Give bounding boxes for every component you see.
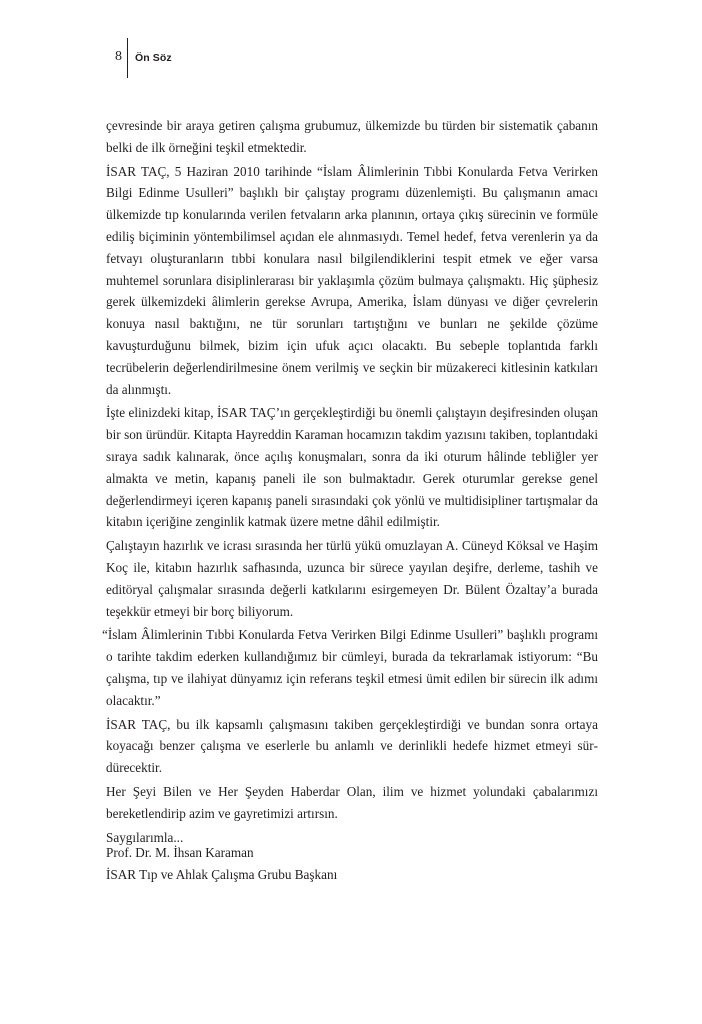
paragraph: İşte elinizdeki kitap, İSAR TAÇ’ın gerçekleştirdiği bu önemli çalıştayın deşifresinden oluşan bir son üründür. Kitapta Hayreddin Karaman hocamızın takdim yazısını takiben, toplantıdaki sıraya sadık kalınarak, önce açılış konuşmaları, sonra da iki oturum hâlinde tebliğler yer almakta ve metin, kapanış paneli ile son bulmaktadır. Gerek oturumlar gerekse genel değerlendirmeyi içeren kapanış paneli sırasındaki çok yönlü ve multidisipliner tartışmalar da kitabın içeriğine zenginlik katmak üzere metne dâhil edilmiştir. xyxy=(106,405,598,530)
signature-title: İSAR Tıp ve Ahlak Çalışma Grubu Başkanı xyxy=(106,866,338,882)
paragraph: İSAR TAÇ, 5 Haziran 2010 tarihinde “İslam Âlimlerinin Tıbbi Konularda Fetva Verirken Bilgi Edinme Usulleri” başlıklı bir çalıştay programı düzenlemişti. Bu çalışmanın amacı ülkemizde tıp konularında verilen fetvaların arka planının, ortaya çıkış sürecinin ve formüle ediliş biçiminin yöntembilimsel açıdan ele alınmasıydı. Temel hedef, fetva verenlerin ya da fetvayı oluşturanların tıbbi konulara nasıl bilgilendiklerini tespit etmek ve eğer varsa muhtemel sorunlara disiplinlerarası bir yaklaşımla çözüm bulmaya çalışmaktı. Hiç şüphesiz gerek ülkemizdeki âlimlerin gerekse Avrupa, Amerika, İslam dünyası ve diğer çevrelerin konuya nasıl baktığını, ne tür sorunları tartıştığını ve bunları ne şekilde çözüme kavuşturduğunu bilmek, bizim için ufuk açıcı olacaktı. Bu sebeple toplantıda farklı tecrübelerin değerlendirilmesine önem verilmiş ve seçkin bir müzakereci kitlesinin katkıları da alınmıştı. xyxy=(106,163,598,397)
paragraph: “İslam Âlimlerinin Tıbbi Konularda Fetva Verirken Bilgi Edinme Usulleri” başlıklı programı o tarihte takdim ederken kullandığımız bir cümleyi, burada da tekrarlamak istiyorum: “Bu çalışma, tıp ve ilahiyat dünyamız için referans teşkil etmesi ümit edilen bir sürecin ilk adımı olacaktır.” xyxy=(102,627,598,708)
paragraph: çevresinde bir araya getiren çalışma grubumuz, ülkemizde bu türden bir sistematik çabanın belki de ilk örneğini teşkil etmektedir. xyxy=(106,118,598,155)
closing-line: Saygılarımla... xyxy=(106,829,184,845)
page-header xyxy=(0,0,702,90)
paragraph: Her Şeyi Bilen ve Her Şeyden Haberdar Olan, ilim ve hizmet yolundaki çabalarımızı bereketlendirip azim ve gayretimizi artırsın. xyxy=(106,783,598,821)
paragraph: Çalıştayın hazırlık ve icrası sırasında her türlü yükü omuzlayan A. Cüneyd Köksal ve Haşim Koç ile, kitabın hazırlık safhasında, uzunca bir sürece yayılan deşifre, derleme, tashih ve editöryal çalışmalar sırasında değerli katkılarını esirgemeyen Dr. Bülent Özaltay’a burada teşekkür etmeyi bir borç biliyorum. xyxy=(106,538,598,619)
page-number: 8 xyxy=(115,49,122,64)
running-head: Ön Söz xyxy=(135,52,172,64)
signature-block xyxy=(106,842,506,886)
body-text xyxy=(102,115,598,850)
header-divider xyxy=(127,38,128,78)
signature-name: Prof. Dr. M. İhsan Karaman xyxy=(106,845,254,860)
paragraph: İSAR TAÇ, bu ilk kapsamlı çalışmasını takiben gerçekleştirdiği ve bundan sonra ortaya koyacağı benzer çalışma ve eserlerle bu anlamlı ve derinlikli hedefe hizmet etmeyi sürdürecektir. xyxy=(106,716,598,776)
